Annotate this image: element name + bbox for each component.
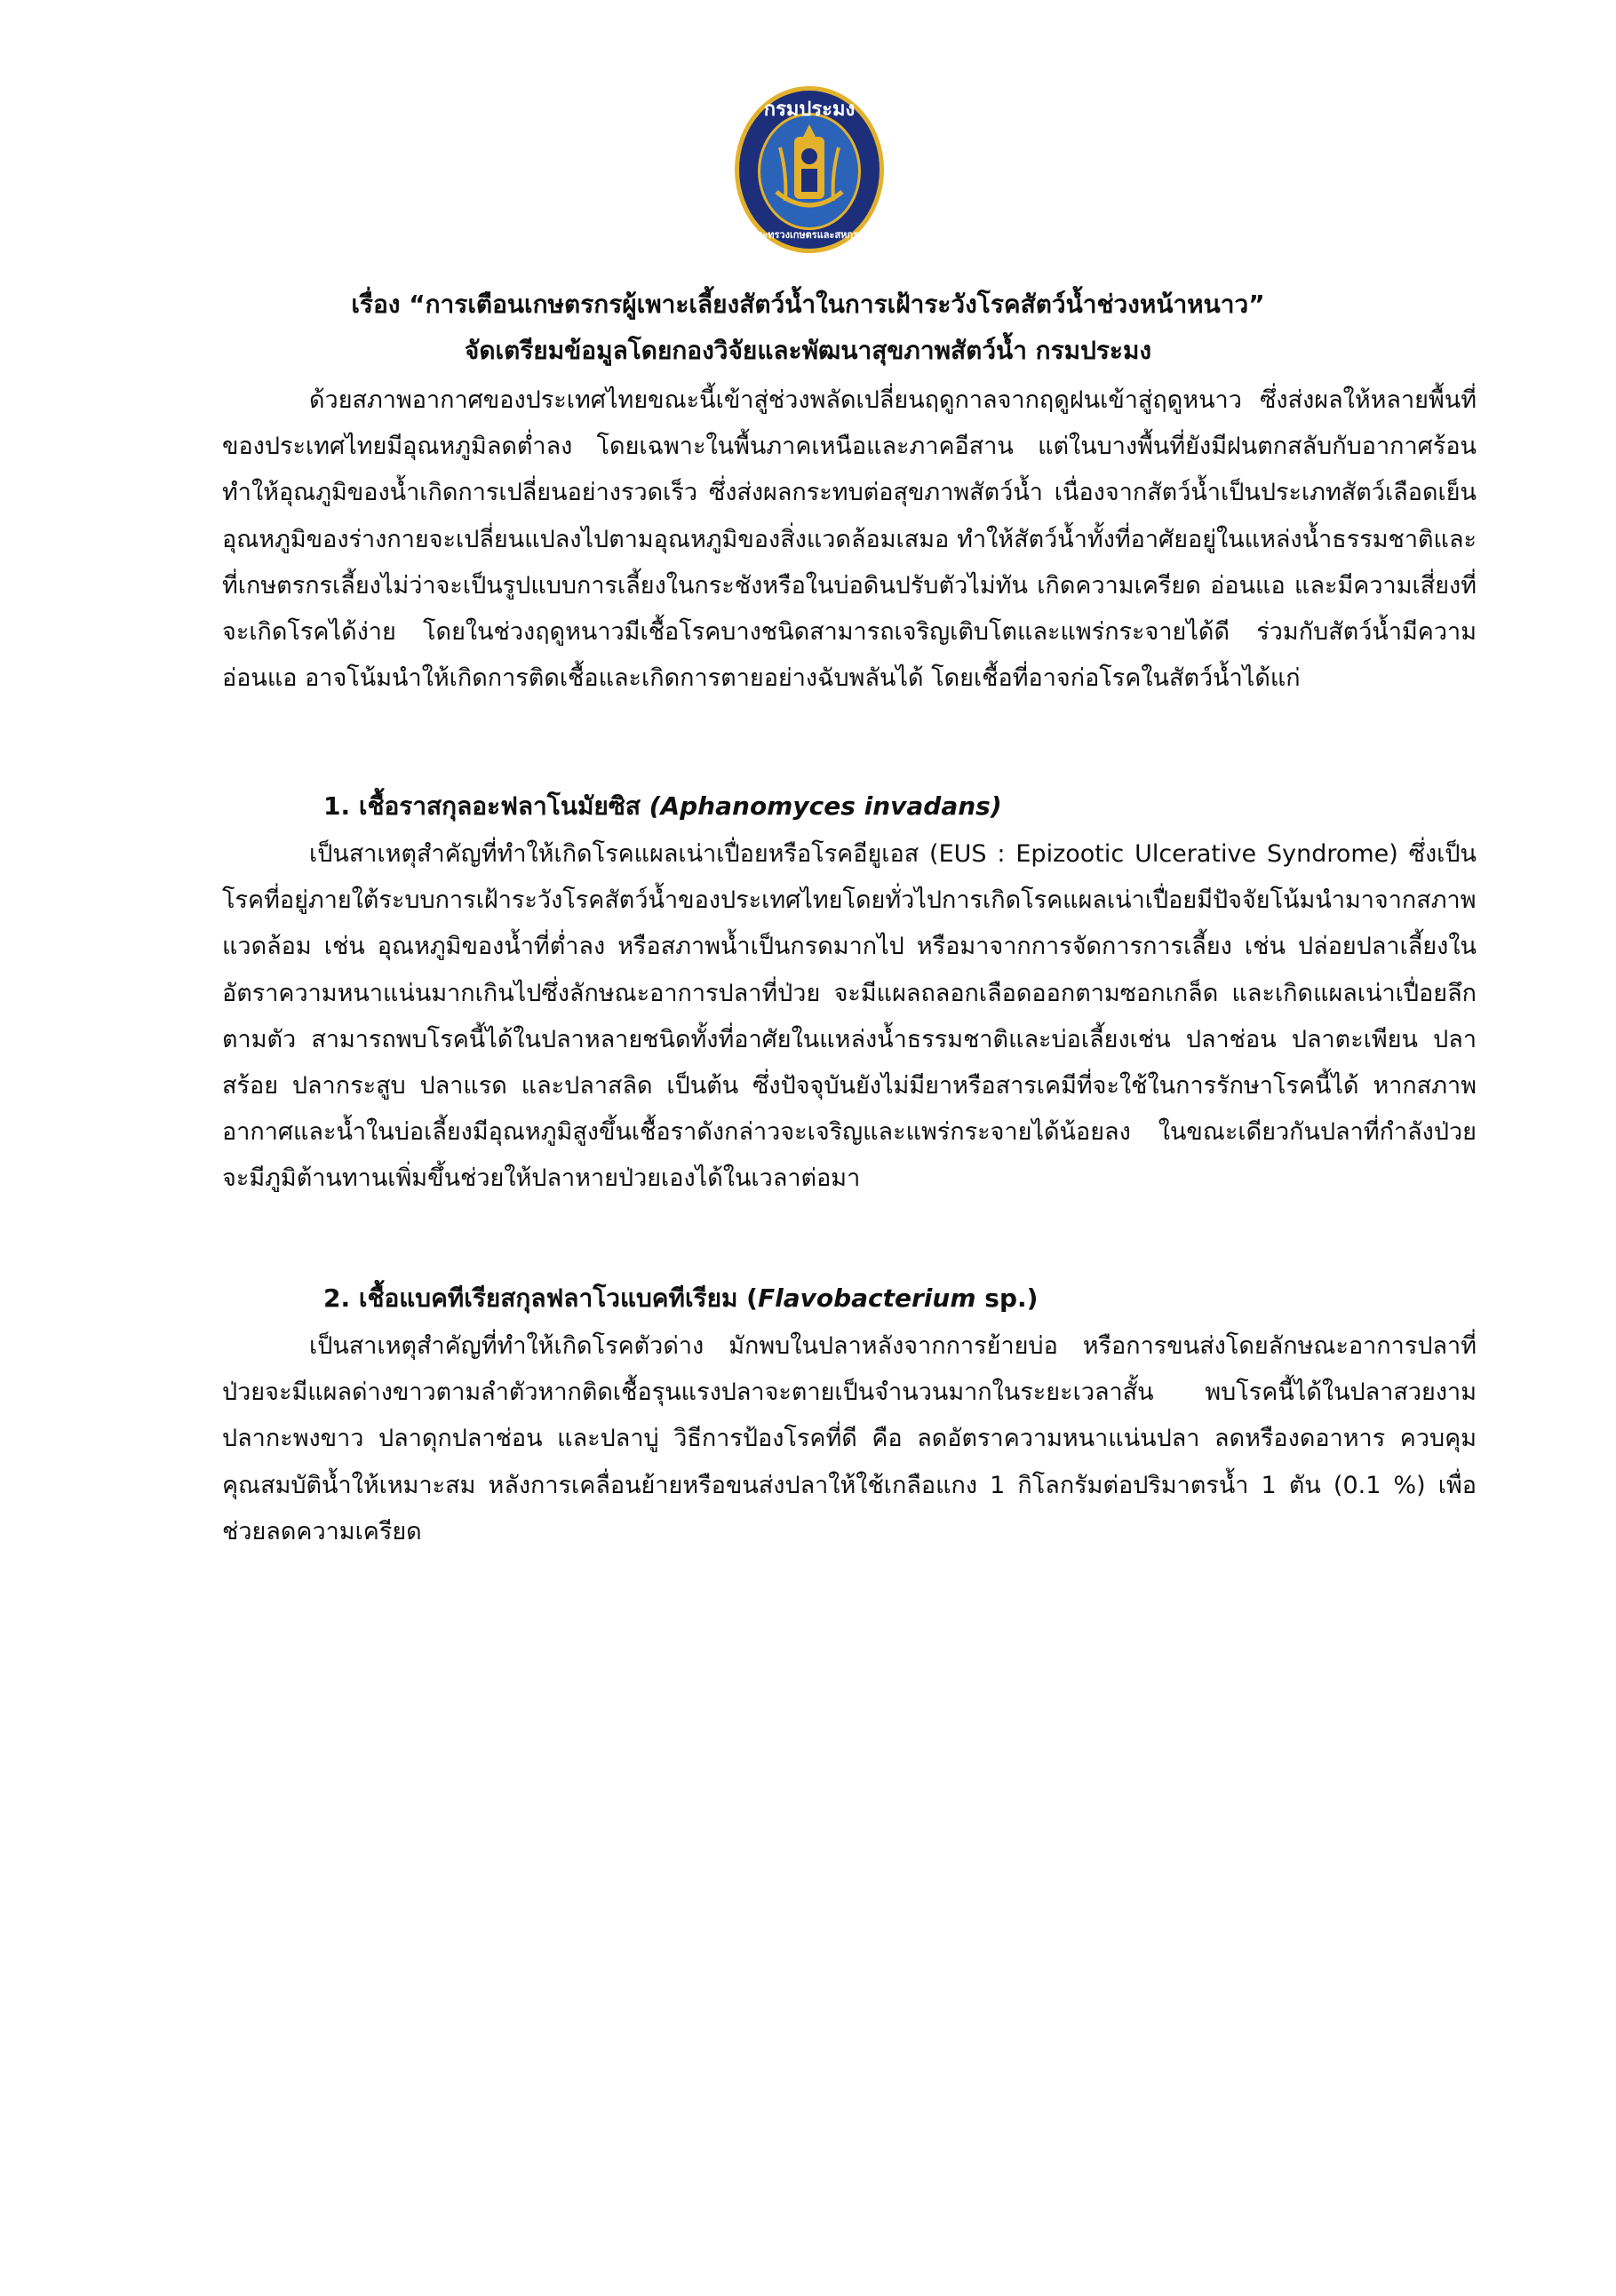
document-title: เรื่อง “การเตือนเกษตรกรผู้เพาะเลี้ยงสัตว์น้ำในการเฝ้าระวังโรคสัตว์น้ำช่วงหน้าหนาว” [351, 290, 1265, 319]
intro-paragraph: ด้วยสภาพอากาศของประเทศไทยขณะนี้เข้าสู่ช่วงพลัดเปลี่ยนฤดูกาลจากฤดูฝนเข้าสู่ฤดูหนาว ซึ่งส่งผลให้หลายพื้นที่ของประเทศไทยมีอุณหภูมิลดต่ำลง โดยเฉพาะในพื้นภาคเหนือและภาคอีสาน แต่ในบางพื้นที่ยังมีฝนตกสลับกับอากาศร้อน ทำให้อุณภูมิของน้ำเกิดการเปลี่ยนอย่างรวดเร็ว ซึ่งส่งผลกระทบต่อสุขภาพสัตว์น้ำ เนื่องจากสัตว์น้ำเป็นประเภทสัตว์เลือดเย็น อุณหภูมิของร่างกายจะเปลี่ยนแปลงไปตามอุณหภูมิของสิ่งแวดล้อมเสมอ ทำให้สัตว์น้ำทั้งที่อาศัยอยู่ในแหล่งน้ำธรรมชาติและที่เกษตรกรเลี้ยงไม่ว่าจะเป็นรูปแบบการเลี้ยงในกระชังหรือในบ่อดินปรับตัวไม่ทัน เกิดความเครียด อ่อนแอ และมีความเสี่ยงที่จะเกิดโรคได้ง่าย โดยในช่วงฤดูหนาวมีเชื้อโรคบางชนิดสามารถเจริญเติบโตและแพร่กระจายได้ดี ร่วมกับสัตว์น้ำมีความอ่อนแอ อาจโน้มนำให้เกิดการติดเชื้อและเกิดการตายอย่างฉับพลันได้ โดยเชื้อที่อาจก่อโรคในสัตว์น้ำได้แก่ [222, 386, 1477, 693]
department-seal-logo [734, 85, 885, 254]
section-heading-aphanomyces [323, 784, 1002, 829]
section-heading-text: 1. เชื้อราสกุลอะฟลาโนมัยซิส [323, 791, 649, 821]
section-heading-suffix: sp.) [975, 1283, 1039, 1313]
scientific-name: (Aphanomyces invadans) [649, 791, 1002, 821]
seal-top-text: กรมประมง [763, 99, 856, 121]
section-heading-text: 2. เชื้อแบคทีเรียสกุลฟลาโวแบคทีเรียม ( [323, 1283, 758, 1313]
scientific-name: Flavobacterium [757, 1283, 976, 1313]
section-body-aphanomyces: เป็นสาเหตุสำคัญที่ทำให้เกิดโรคแผลเน่าเปื่อยหรือโรคอียูเอส (EUS : Epizootic Ulcerative Syndrome) ซึ่งเป็นโรคที่อยู่ภายใต้ระบบการเฝ้าระวังโรคสัตว์น้ำของประเทศไทยโดยทั่วไปการเกิดโรคแผลเน่าเปื่อยมีปัจจัยโน้มนำมาจากสภาพแวดล้อม เช่น อุณหภูมิของน้ำที่ต่ำลง หรือสภาพน้ำเป็นกรดมากไป หรือมาจากการจัดการการเลี้ยง เช่น ปล่อยปลาเลี้ยงในอัตราความหนาแน่นมากเกินไปซึ่งลักษณะอาการปลาที่ป่วย จะมีแผลถลอกเลือดออกตามซอกเกล็ด และเกิดแผลเน่าเปื่อยลึกตามตัว สามารถพบโรคนี้ได้ในปลาหลายชนิดทั้งที่อาศัยในแหล่งน้ำธรรมชาติและบ่อเลี้ยงเช่น ปลาช่อน ปลาตะเพียน ปลาสร้อย ปลากระสูบ ปลาแรด และปลาสลิด เป็นต้น ซึ่งปัจจุบันยังไม่มียาหรือสารเคมีที่จะใช้ในการรักษาโรคนี้ได้ หากสภาพอากาศและน้ำในบ่อเลี้ยงมีอุณหภูมิสูงขึ้นเชื้อราดังกล่าวจะเจริญและแพร่กระจายได้น้อยลง ในขณะเดียวกันปลาที่กำลังป่วยจะมีภูมิต้านทานเพิ่มขึ้นช่วยให้ปลาหายป่วยเองได้ในเวลาต่อมา [222, 840, 1477, 1193]
document-subtitle: จัดเตรียมข้อมูลโดยกองวิจัยและพัฒนาสุขภาพสัตว์น้ำ กรมประมง [464, 336, 1152, 365]
section-body-flavobacterium: เป็นสาเหตุสำคัญที่ทำให้เกิดโรคตัวด่าง มักพบในปลาหลังจากการย้ายบ่อ หรือการขนส่งโดยลักษณะอาการปลาที่ป่วยจะมีแผลด่างขาวตามลำตัวหากติดเชื้อรุนแรงปลาจะตายเป็นจำนวนมากในระยะเวลาสั้น พบโรคนี้ได้ในปลาสวยงาม ปลากะพงขาว ปลาดุกปลาช่อน และปลาบู่ วิธีการป้องโรคที่ดี คือ ลดอัตราความหนาแน่นปลา ลดหรืองดอาหาร ควบคุมคุณสมบัติน้ำให้เหมาะสม หลังการเคลื่อนย้ายหรือขนส่งปลาให้ใช้เกลือแกง 1 กิโลกรัมต่อปริมาตรน้ำ 1 ตัน (0.1 %) เพื่อช่วยลดความเครียด [222, 1332, 1477, 1545]
seal-bottom-text: กระทรวงเกษตรและสหกรณ์ [751, 229, 868, 241]
section-heading-flavobacterium [323, 1276, 1038, 1321]
